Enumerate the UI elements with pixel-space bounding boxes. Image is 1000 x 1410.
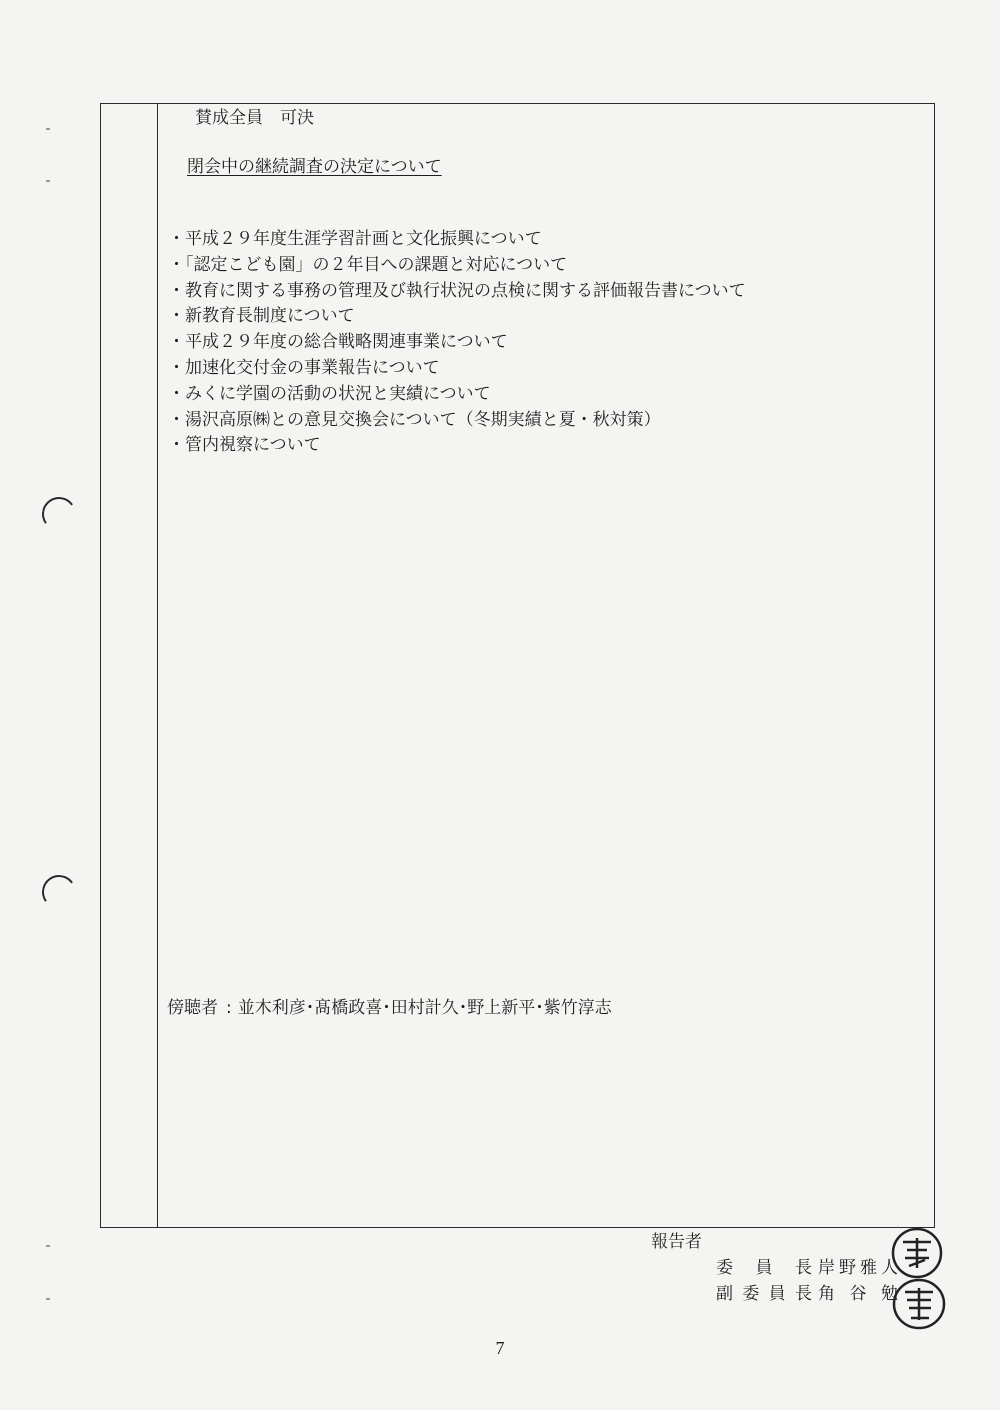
- chair-line: [716, 1258, 898, 1278]
- investigation-items: [168, 229, 746, 461]
- list-item: ・ 「認定こども園」の２年目への課題と対応について: [168, 255, 746, 281]
- punch-hole-top: [39, 494, 78, 533]
- vote-result: 賛成全員 可決: [195, 108, 314, 128]
- hanko-seal-icon: [885, 1226, 949, 1330]
- list-item: ・ 湯沢高原㈱との意見交換会について（冬期実績と夏・秋対策）: [168, 410, 746, 436]
- vice-chair-line: [716, 1284, 898, 1304]
- list-item: ・ 平成２９年度生涯学習計画と文化振興について: [168, 229, 746, 255]
- audience-separator: :: [226, 998, 232, 1018]
- chair-role: 委員長: [716, 1258, 812, 1278]
- list-item: ・ 加速化交付金の事業報告について: [168, 358, 746, 384]
- list-item: ・ 新教育長制度について: [168, 306, 746, 332]
- list-item: ・ みくに学園の活動の状況と実績について: [168, 384, 746, 410]
- scan-speck: [46, 180, 50, 182]
- scan-speck: [46, 1298, 50, 1300]
- list-item: ・ 管内視察について: [168, 435, 746, 461]
- reporter-label: 報告者: [651, 1232, 702, 1252]
- vice-chair-role: 副委員長: [716, 1284, 812, 1304]
- scan-speck: [46, 1245, 50, 1247]
- audience-names: 並木利彦･髙橋政喜･田村計久･野上新平･紫竹淳志: [237, 998, 612, 1018]
- audience-line: [167, 998, 612, 1018]
- audience-label: 傍聴者: [167, 998, 218, 1018]
- scan-speck: [46, 128, 50, 130]
- vice-chair-name: 角谷勉: [818, 1284, 898, 1304]
- chair-name: 岸野雅人: [818, 1258, 898, 1278]
- list-item: ・ 教育に関する事務の管理及び執行状況の点検に関する評価報告書について: [168, 281, 746, 307]
- page-number: 7: [495, 1338, 505, 1358]
- list-item: ・ 平成２９年度の総合戦略関連事業について: [168, 332, 746, 358]
- punch-hole-bottom: [39, 872, 78, 911]
- section-heading: 閉会中の継続調査の決定について: [187, 157, 442, 177]
- frame-column-divider: [157, 103, 158, 1228]
